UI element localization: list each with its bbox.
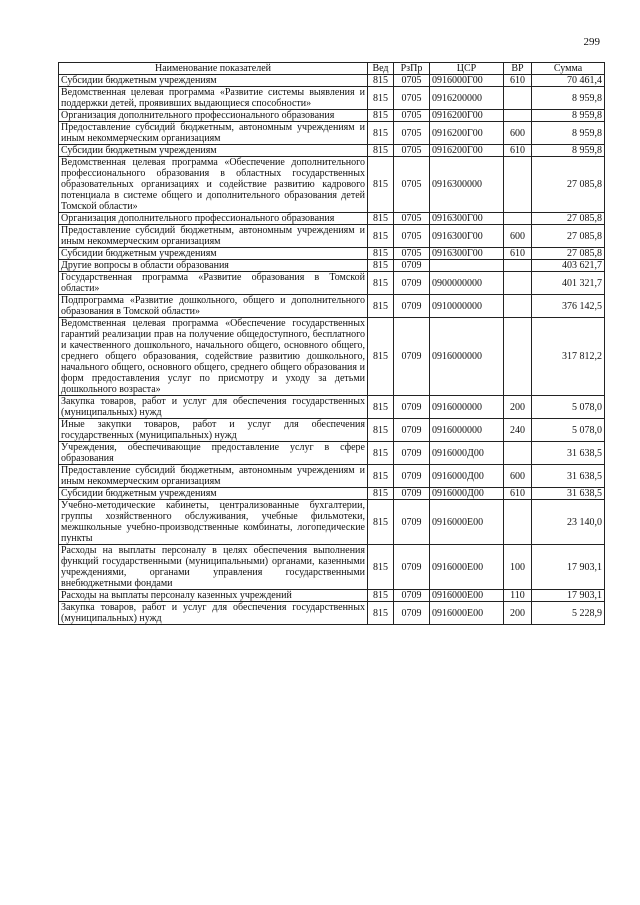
row-sum: 17 903,1 — [532, 545, 605, 590]
row-vr: 610 — [504, 248, 532, 260]
row-csr: 0916200Г00 — [430, 122, 504, 145]
row-sum: 27 085,8 — [532, 213, 605, 225]
table-row — [59, 590, 605, 602]
row-vr — [504, 213, 532, 225]
row-name: Другие вопросы в области образования — [59, 260, 368, 272]
table-row — [59, 122, 605, 145]
table-row — [59, 110, 605, 122]
row-csr: 0916000Д00 — [430, 488, 504, 500]
row-ved: 815 — [368, 295, 394, 318]
row-name: Субсидии бюджетным учреждениям — [59, 248, 368, 260]
row-rzpr: 0709 — [394, 419, 430, 442]
row-rzpr: 0709 — [394, 500, 430, 545]
row-name: Предоставление субсидий бюджетным, автономным учреждениям и иным некоммерческим организациям — [59, 122, 368, 145]
row-vr: 110 — [504, 590, 532, 602]
table-row — [59, 500, 605, 545]
table-row — [59, 213, 605, 225]
row-csr: 0916300Г00 — [430, 213, 504, 225]
row-sum: 23 140,0 — [532, 500, 605, 545]
row-vr: 600 — [504, 465, 532, 488]
table-row — [59, 157, 605, 213]
row-ved: 815 — [368, 213, 394, 225]
row-ved: 815 — [368, 465, 394, 488]
row-name: Ведомственная целевая программа «Обеспечение дополнительного профессионального образования в областных государственных образовательных организациях и содействие развитию кадрового потенциала в системе общего и дополнительного образования детей Томской области» — [59, 157, 368, 213]
table-row — [59, 87, 605, 110]
row-vr — [504, 500, 532, 545]
row-vr: 100 — [504, 545, 532, 590]
table-row — [59, 318, 605, 396]
row-csr: 0910000000 — [430, 295, 504, 318]
row-name: Закупка товаров, работ и услуг для обеспечения государственных (муниципальных) нужд — [59, 396, 368, 419]
row-rzpr: 0709 — [394, 488, 430, 500]
row-rzpr: 0709 — [394, 272, 430, 295]
row-vr: 600 — [504, 122, 532, 145]
table-row — [59, 260, 605, 272]
table-row — [59, 602, 605, 625]
row-vr: 200 — [504, 602, 532, 625]
row-name: Учреждения, обеспечивающие предоставление услуг в сфере образования — [59, 442, 368, 465]
row-rzpr: 0709 — [394, 396, 430, 419]
row-sum: 31 638,5 — [532, 442, 605, 465]
row-csr: 0916300000 — [430, 157, 504, 213]
row-rzpr: 0709 — [394, 260, 430, 272]
row-sum: 70 461,4 — [532, 75, 605, 87]
row-vr — [504, 260, 532, 272]
row-ved: 815 — [368, 442, 394, 465]
row-sum: 317 812,2 — [532, 318, 605, 396]
row-sum: 27 085,8 — [532, 225, 605, 248]
header-rzpr: РзПр — [394, 63, 430, 75]
row-sum: 31 638,5 — [532, 488, 605, 500]
row-csr: 0916000Е00 — [430, 500, 504, 545]
row-sum: 8 959,8 — [532, 87, 605, 110]
row-vr — [504, 87, 532, 110]
row-csr: 0916200Г00 — [430, 145, 504, 157]
row-csr: 0916000000 — [430, 396, 504, 419]
row-name: Расходы на выплаты персоналу казенных учреждений — [59, 590, 368, 602]
row-rzpr: 0709 — [394, 545, 430, 590]
row-csr: 0916200Г00 — [430, 110, 504, 122]
row-vr — [504, 442, 532, 465]
budget-table — [58, 62, 605, 625]
row-ved: 815 — [368, 590, 394, 602]
page-number: 299 — [583, 36, 600, 48]
header-sum: Сумма — [532, 63, 605, 75]
row-name: Предоставление субсидий бюджетным, автономным учреждениям и иным некоммерческим организациям — [59, 465, 368, 488]
row-name: Иные закупки товаров, работ и услуг для обеспечения государственных (муниципальных) нужд — [59, 419, 368, 442]
row-ved: 815 — [368, 396, 394, 419]
row-csr: 0916000Е00 — [430, 545, 504, 590]
row-sum: 401 321,7 — [532, 272, 605, 295]
table-row — [59, 295, 605, 318]
row-name: Организация дополнительного профессионального образования — [59, 213, 368, 225]
row-name: Субсидии бюджетным учреждениям — [59, 488, 368, 500]
row-name: Расходы на выплаты персоналу в целях обеспечения выполнения функций государственными (муниципальными) органами, казенными учреждениями, органами управления государственными внебюджетными фондами — [59, 545, 368, 590]
table-row — [59, 419, 605, 442]
row-rzpr: 0705 — [394, 225, 430, 248]
header-vr: ВР — [504, 63, 532, 75]
table-row — [59, 545, 605, 590]
row-rzpr: 0709 — [394, 318, 430, 396]
table-row — [59, 225, 605, 248]
table-header-row — [59, 63, 605, 75]
row-sum: 403 621,7 — [532, 260, 605, 272]
row-rzpr: 0705 — [394, 145, 430, 157]
row-csr: 0916000Д00 — [430, 465, 504, 488]
row-rzpr: 0705 — [394, 248, 430, 260]
row-name: Ведомственная целевая программа «Обеспечение государственных гарантий реализации прав на получение общедоступного, бесплатного и качественного дошкольного, начального общего, основного общего, среднего общего образования, содействие развитию дошкольного, начального общего, основного общего, среднего общего образования и форм предоставления услуг по присмотру и уходу за детьми дошкольного возраста» — [59, 318, 368, 396]
row-ved: 815 — [368, 488, 394, 500]
row-vr — [504, 272, 532, 295]
row-vr: 610 — [504, 75, 532, 87]
row-rzpr: 0709 — [394, 442, 430, 465]
row-ved: 815 — [368, 500, 394, 545]
row-rzpr: 0709 — [394, 465, 430, 488]
table-row — [59, 396, 605, 419]
table-row — [59, 248, 605, 260]
row-sum: 8 959,8 — [532, 145, 605, 157]
row-sum: 31 638,5 — [532, 465, 605, 488]
row-ved: 815 — [368, 225, 394, 248]
row-rzpr: 0709 — [394, 590, 430, 602]
row-csr: 0916000Е00 — [430, 590, 504, 602]
row-ved: 815 — [368, 145, 394, 157]
row-vr: 240 — [504, 419, 532, 442]
row-name: Субсидии бюджетным учреждениям — [59, 145, 368, 157]
row-ved: 815 — [368, 157, 394, 213]
row-csr: 0916000000 — [430, 419, 504, 442]
row-vr: 610 — [504, 145, 532, 157]
row-rzpr: 0705 — [394, 110, 430, 122]
row-ved: 815 — [368, 318, 394, 396]
row-csr: 0916000Е00 — [430, 602, 504, 625]
row-ved: 815 — [368, 260, 394, 272]
row-csr: 0916000Д00 — [430, 442, 504, 465]
row-csr: 0900000000 — [430, 272, 504, 295]
header-csr: ЦСР — [430, 63, 504, 75]
row-ved: 815 — [368, 110, 394, 122]
row-sum: 5 228,9 — [532, 602, 605, 625]
row-sum: 5 078,0 — [532, 396, 605, 419]
row-csr: 0916300Г00 — [430, 248, 504, 260]
row-sum: 27 085,8 — [532, 157, 605, 213]
table-row — [59, 465, 605, 488]
row-sum: 8 959,8 — [532, 122, 605, 145]
row-rzpr: 0709 — [394, 602, 430, 625]
row-csr: 0916000Г00 — [430, 75, 504, 87]
row-rzpr: 0705 — [394, 157, 430, 213]
row-vr — [504, 295, 532, 318]
row-csr — [430, 260, 504, 272]
row-name: Ведомственная целевая программа «Развитие системы выявления и поддержки детей, проявивших выдающиеся способности» — [59, 87, 368, 110]
row-csr: 0916000000 — [430, 318, 504, 396]
row-vr: 610 — [504, 488, 532, 500]
row-rzpr: 0705 — [394, 87, 430, 110]
row-sum: 27 085,8 — [532, 248, 605, 260]
row-csr: 0916200000 — [430, 87, 504, 110]
header-name: Наименование показателей — [59, 63, 368, 75]
row-sum: 5 078,0 — [532, 419, 605, 442]
row-csr: 0916300Г00 — [430, 225, 504, 248]
row-vr — [504, 318, 532, 396]
row-rzpr: 0709 — [394, 295, 430, 318]
row-vr — [504, 157, 532, 213]
row-ved: 815 — [368, 602, 394, 625]
table-row — [59, 488, 605, 500]
row-rzpr: 0705 — [394, 75, 430, 87]
row-rzpr: 0705 — [394, 122, 430, 145]
row-sum: 17 903,1 — [532, 590, 605, 602]
table-row — [59, 272, 605, 295]
table-row — [59, 145, 605, 157]
row-vr: 600 — [504, 225, 532, 248]
row-name: Государственная программа «Развитие образования в Томской области» — [59, 272, 368, 295]
row-name: Подпрограмма «Развитие дошкольного, общего и дополнительного образования в Томской области» — [59, 295, 368, 318]
row-ved: 815 — [368, 87, 394, 110]
row-ved: 815 — [368, 419, 394, 442]
row-name: Субсидии бюджетным учреждениям — [59, 75, 368, 87]
row-name: Закупка товаров, работ и услуг для обеспечения государственных (муниципальных) нужд — [59, 602, 368, 625]
row-vr — [504, 110, 532, 122]
header-ved: Вед — [368, 63, 394, 75]
row-ved: 815 — [368, 122, 394, 145]
row-name: Учебно-методические кабинеты, централизованные бухгалтерии, группы хозяйственного обслуживания, учебные фильмотеки, межшкольные учебно-производственные комбинаты, логопедические пункты — [59, 500, 368, 545]
row-ved: 815 — [368, 545, 394, 590]
row-ved: 815 — [368, 272, 394, 295]
row-ved: 815 — [368, 75, 394, 87]
row-sum: 376 142,5 — [532, 295, 605, 318]
row-rzpr: 0705 — [394, 213, 430, 225]
row-ved: 815 — [368, 248, 394, 260]
table-row — [59, 75, 605, 87]
table-row — [59, 442, 605, 465]
row-vr: 200 — [504, 396, 532, 419]
row-sum: 8 959,8 — [532, 110, 605, 122]
row-name: Организация дополнительного профессионального образования — [59, 110, 368, 122]
row-name: Предоставление субсидий бюджетным, автономным учреждениям и иным некоммерческим организациям — [59, 225, 368, 248]
